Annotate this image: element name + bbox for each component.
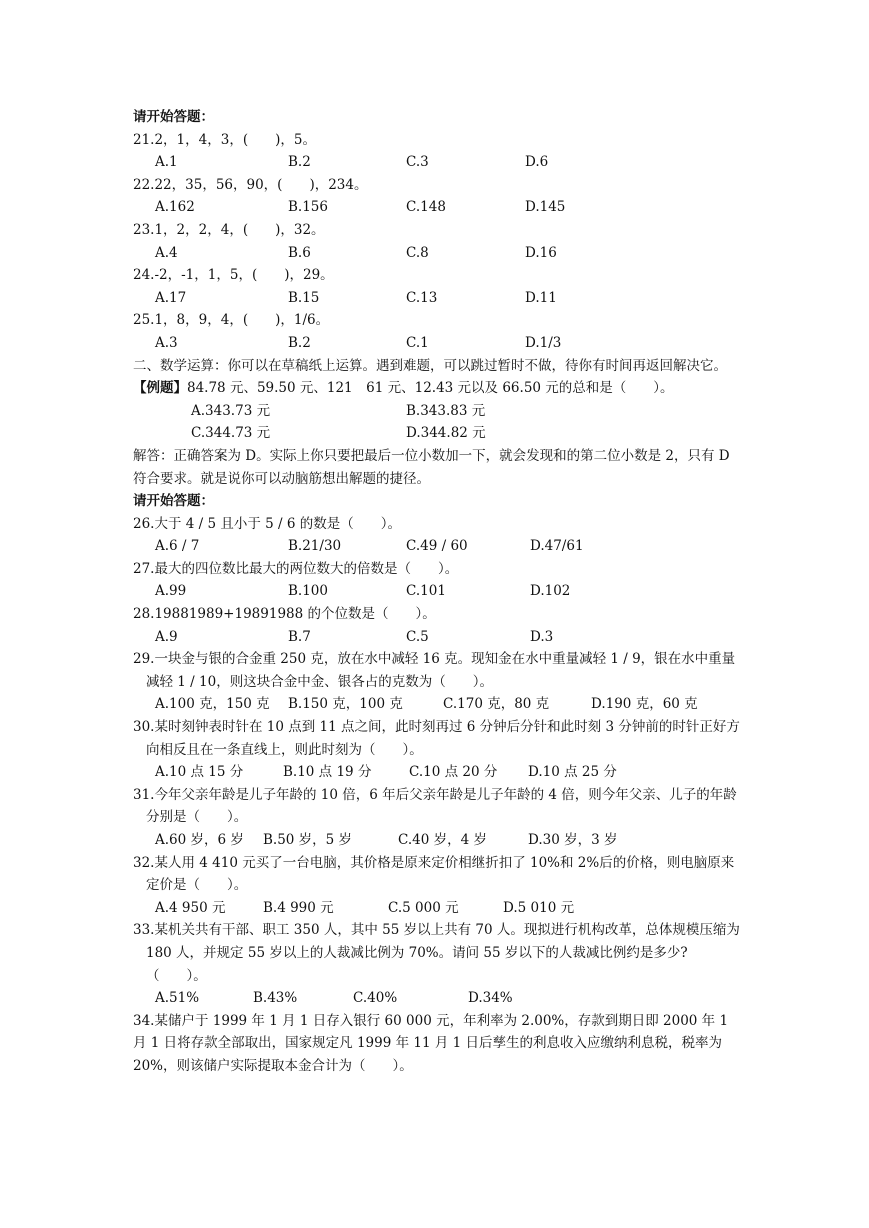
option-a: A.4 950 元 [155, 899, 226, 916]
options-28 [133, 626, 743, 649]
example-options-row1 [133, 400, 743, 423]
document-page [133, 106, 743, 1078]
question-21: 21.2，1，4，3，( )，5。 [133, 131, 316, 148]
example-label: 【例题】 [133, 380, 187, 397]
option-d: D.145 [525, 199, 566, 216]
option-d: D.344.82 元 [406, 425, 486, 442]
options-23 [133, 242, 743, 265]
options-27 [133, 580, 743, 603]
example-options-row2 [133, 422, 743, 445]
options-32 [133, 897, 743, 920]
options-29 [133, 693, 743, 716]
question-25: 25.1，8，9，4，( )，1/6。 [133, 312, 330, 329]
option-b: B.43% [253, 990, 298, 1007]
option-a: A.4 [155, 244, 178, 261]
option-b: B.150 克，100 克 [288, 696, 403, 713]
question-27: 27.最大的四位数比最大的两位数大的倍数是（ ）。 [133, 560, 459, 577]
option-c: C.1 [406, 334, 429, 351]
option-a: A.1 [155, 154, 178, 171]
option-d: D.6 [525, 154, 549, 171]
option-a: A.162 [155, 199, 195, 216]
option-b: B.15 [288, 289, 320, 306]
option-b: B.4 990 元 [263, 899, 334, 916]
option-d: D.5 010 元 [503, 899, 575, 916]
option-c: C.170 克，80 克 [443, 696, 550, 713]
option-c: C.49 / 60 [406, 538, 468, 555]
option-c: C.40 岁，4 岁 [398, 832, 487, 848]
option-b: B.100 [288, 583, 328, 600]
question-24: 24.-2，-1，1，5，( )，29。 [133, 267, 334, 284]
option-b: B.156 [288, 199, 328, 216]
option-c: C.344.73 元 [191, 425, 271, 442]
option-c: C.101 [406, 583, 446, 600]
question-31: 31.今年父亲年龄是儿子年龄的 10 倍，6 年后父亲年龄是儿子年龄的 4 倍，则今年父亲、儿子的年龄分别是（ ）。 [133, 786, 737, 826]
option-a: A.3 [155, 334, 178, 351]
option-a: A.10 点 15 分 [155, 764, 244, 781]
question-33: 33.某机关共有干部、职工 350 人，其中 55 岁以上共有 70 人。现拟进行机构改革，总体规模压缩为 180 人，并规定 55 岁以上的人裁减比例为 70%。请问 55 岁以下的人裁减比例约是多少?（ ）。 [133, 922, 740, 984]
option-b: B.2 [288, 334, 311, 351]
option-d: D.190 克，60 克 [591, 696, 698, 713]
option-c: C.13 [406, 289, 438, 306]
option-b: B.10 点 19 分 [283, 764, 372, 781]
option-a: A.343.73 元 [191, 402, 271, 419]
option-d: D.30 岁，3 岁 [528, 832, 618, 848]
question-28: 28.19881989+19891988 的个位数是（ ）。 [133, 606, 436, 623]
option-a: A.51% [155, 990, 200, 1007]
options-26 [133, 535, 743, 558]
options-22 [133, 196, 743, 219]
option-d: D.10 点 25 分 [528, 764, 617, 781]
section-heading: 请开始答题： [133, 493, 214, 510]
option-b: B.6 [288, 244, 311, 261]
option-d: D.34% [468, 990, 513, 1007]
example-text: 84.78 元、59.50 元、121 61 元、12.43 元以及 66.50 元的总和是（ ）。 [187, 380, 674, 397]
options-25 [133, 332, 743, 355]
option-b: B.50 岁，5 岁 [263, 832, 353, 848]
question-26: 26.大于 4 / 5 且小于 5 / 6 的数是（ ）。 [133, 515, 402, 532]
option-a: A.60 岁，6 岁 [155, 832, 244, 848]
question-34: 34.某储户于 1999 年 1 月 1 日存入银行 60 000 元，年利率为 2.00%，存款到期日即 2000 年 1 月 1 日将存款全部取出，国家规定凡 1999 年 11 月 1 日后孳生的利息收入应缴纳利息税，税率为 20%，则该储户实际提取本金合计为（ ）。 [133, 1012, 729, 1074]
option-a: A.9 [155, 628, 178, 645]
option-a: A.99 [155, 583, 187, 600]
option-d: D.3 [530, 628, 554, 645]
question-30: 30.某时刻钟表时针在 10 点到 11 点之间，此时刻再过 6 分钟后分针和此时刻 3 分钟前的时针正好方向相反且在一条直线上，则此时刻为（ ）。 [133, 719, 740, 758]
section-2-instructions: 二、数学运算：你可以在草稿纸上运算。遇到难题，可以跳过暂时不做，待你有时间再返回解决它。 [133, 357, 727, 374]
option-c: C.5 000 元 [388, 899, 459, 916]
option-d: D.11 [525, 289, 557, 306]
option-a: A.6 / 7 [155, 538, 200, 555]
example-question [133, 377, 743, 400]
options-30 [133, 761, 743, 784]
option-a: A.100 克，150 克 [155, 696, 270, 713]
option-c: C.148 [406, 199, 446, 216]
option-c: C.5 [406, 628, 429, 645]
option-b: B.7 [288, 628, 311, 645]
option-d: D.16 [525, 244, 557, 261]
example-answer: 解答：正确答案为 D。实际上你只要把最后一位小数加一下，就会发现和的第二位小数是 2，只有 D 符合要求。就是说你可以动脑筋想出解题的捷径。 [133, 447, 730, 487]
option-a: A.17 [155, 289, 187, 306]
option-c: C.40% [353, 990, 398, 1007]
option-c: C.8 [406, 244, 429, 261]
option-b: B.21/30 [288, 538, 342, 555]
option-c: C.10 点 20 分 [409, 764, 498, 781]
option-b: B.2 [288, 154, 311, 171]
option-c: C.3 [406, 154, 429, 171]
options-33 [133, 987, 743, 1010]
option-b: B.343.83 元 [406, 402, 486, 419]
options-21 [133, 151, 743, 174]
option-d: D.47/61 [530, 538, 584, 555]
options-24 [133, 287, 743, 310]
option-d: D.1/3 [525, 334, 562, 351]
question-29: 29.一块金与银的合金重 250 克，放在水中减轻 16 克。现知金在水中重量减轻 1 / 9，银在水中重量减轻 1 / 10，则这块合金中金、银各占的克数为（ ）。 [133, 651, 736, 690]
option-d: D.102 [530, 583, 571, 600]
question-23: 23.1，2，2，4，( )，32。 [133, 221, 325, 238]
options-31 [133, 829, 743, 852]
question-32: 32.某人用 4 410 元买了一台电脑，其价格是原来定价相继折扣了 10%和 2%后的价格，则电脑原来定价是（ ）。 [133, 854, 735, 894]
section-heading: 请开始答题： [133, 109, 214, 125]
question-22: 22.22，35，56，90，( )，234。 [133, 176, 368, 193]
